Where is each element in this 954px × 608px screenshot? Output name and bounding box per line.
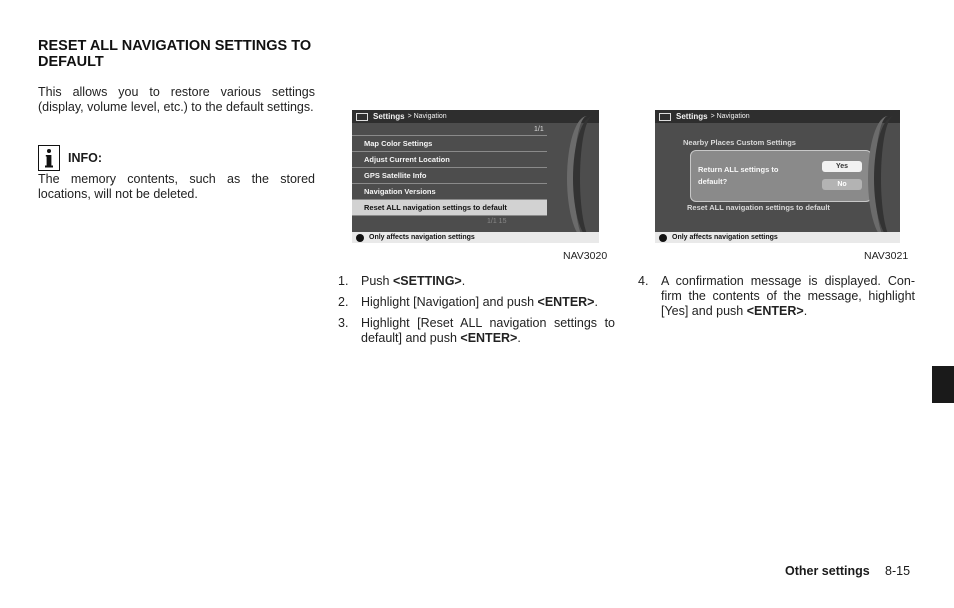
settings-menu (352, 123, 547, 216)
confirm-dialog (690, 150, 872, 202)
menu-item-reset-all: Reset ALL navigation settings to default (352, 200, 547, 216)
step-item: 2. Highlight [Navigation] and push <ENTER>. (338, 295, 598, 309)
steps-list-continued (638, 274, 915, 325)
settings-icon (659, 113, 671, 121)
no-button: No (822, 179, 862, 190)
settings-icon (356, 113, 368, 121)
figure-caption: NAV3021 (864, 250, 909, 262)
yes-button: Yes (822, 161, 862, 172)
footer-section: Other settings (785, 564, 870, 578)
figure-caption: NAV3020 (563, 250, 608, 262)
screen-footer-text: Only affects navigation settings (369, 234, 475, 241)
screen-title: Settings (373, 112, 405, 121)
info-label: INFO: (68, 151, 103, 165)
info-icon (38, 145, 60, 171)
menu-spacer (352, 123, 547, 136)
step-item: 3. Highlight [Reset ALL navigation settings to default] and push <ENTER>. (338, 316, 615, 345)
screen-subtitle: > Navigation (407, 113, 447, 120)
screen-footer-text: Only affects navigation settings (672, 234, 778, 241)
background-menu-item: Nearby Places Custom Settings (683, 138, 796, 147)
dialog-message: Return ALL settings to default? (698, 165, 779, 186)
menu-item-gps-info: GPS Satellite Info (352, 168, 547, 184)
screenshot-navigation-menu (352, 110, 599, 243)
steps-list (338, 274, 615, 352)
menu-item-nav-versions: Navigation Versions (352, 184, 547, 200)
screen-title-bar (352, 110, 599, 123)
menu-item-map-color: Map Color Settings (352, 136, 547, 152)
background-menu-item: Reset ALL navigation settings to default (687, 203, 830, 212)
page-number: 8-15 (885, 564, 911, 578)
info-text: The memory contents, such as the stored locations, will not be deleted. (38, 172, 315, 201)
screen-title: Settings (676, 112, 708, 121)
info-header (38, 144, 102, 172)
section-heading: RESET ALL NAVIGATION SETTINGS TO DEFAULT (38, 38, 312, 70)
screen-title-bar (655, 110, 900, 123)
screen-footer-bar (655, 232, 900, 243)
info-circle-icon (356, 234, 364, 242)
screen-subtitle: > Navigation (710, 113, 750, 120)
screen-footer-bar (352, 232, 599, 243)
step-item: 4. A confirmation message is displayed. Con-firm the contents of the message, highlight [Yes] and push <ENTER>. (638, 274, 915, 318)
chapter-tab (932, 366, 954, 403)
step-item: 1. Push <SETTING>. (338, 274, 466, 288)
intro-paragraph: This allows you to restore various settings (display, volume level, etc.) to the default settings. (38, 85, 315, 114)
menu-item-adjust-location: Adjust Current Location (352, 152, 547, 168)
page-badge: 1/1 (534, 126, 544, 133)
faint-indicator: 1/1 15 (487, 218, 507, 225)
info-circle-icon (659, 234, 667, 242)
screenshot-confirm-dialog (655, 110, 900, 243)
